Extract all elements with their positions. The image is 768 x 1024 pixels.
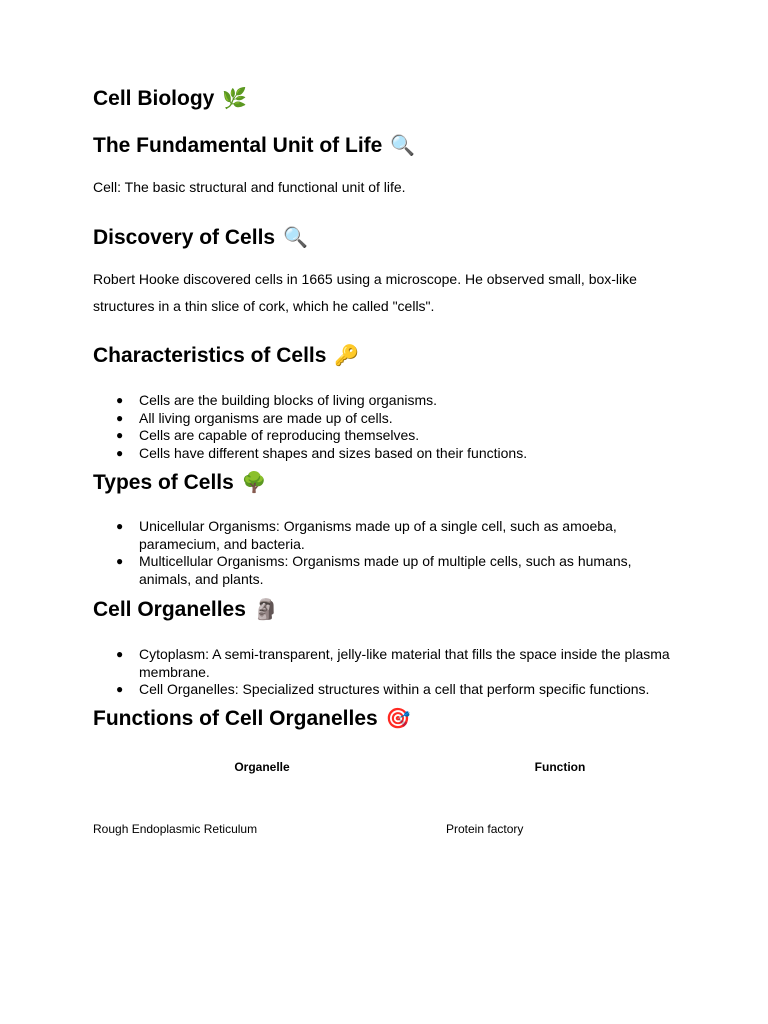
types-list: [93, 518, 673, 588]
bullet-icon: ●: [116, 682, 124, 696]
heading-functions-text: Functions of Cell Organelles: [93, 707, 378, 730]
magnifier-icon: 🔍: [282, 227, 308, 249]
list-item: ● Cytoplasm: A semi-transparent, jelly-like material that fills the space inside the plasma membrane.: [116, 646, 670, 680]
list-item: ● Cells have different shapes and sizes based on their functions.: [116, 444, 528, 461]
heading-fundamental-unit: [93, 133, 415, 159]
herb-icon: 🌿: [222, 88, 248, 110]
tree-icon: 🌳: [241, 472, 267, 494]
bullet-icon: ●: [116, 519, 124, 533]
table-header-organelle: Organelle: [234, 760, 290, 774]
heading-characteristics-text: Characteristics of Cells: [93, 344, 327, 367]
bullet-icon: ●: [116, 647, 124, 661]
heading-organelles: [93, 597, 279, 623]
bullet-icon: ●: [116, 410, 124, 425]
target-icon: 🎯: [385, 708, 411, 730]
heading-discovery-text: Discovery of Cells: [93, 226, 276, 249]
heading-types-text: Types of Cells: [93, 471, 234, 494]
key-icon: 🔑: [334, 345, 360, 367]
bullet-icon: ●: [116, 428, 124, 442]
heading-discovery: [93, 225, 308, 251]
characteristics-list: [93, 392, 673, 462]
bullet-icon: ●: [116, 445, 124, 460]
list-item: ● Multicellular Organisms: Organisms made up of multiple cells, such as humans, animals, and plants.: [116, 553, 632, 587]
page-title: [93, 86, 247, 112]
bullet-icon: ●: [116, 393, 124, 407]
heading-types: [93, 470, 267, 496]
heading-fundamental-unit-text: The Fundamental Unit of Life: [93, 134, 383, 157]
table-cell-organelle: Rough Endoplasmic Reticulum: [93, 822, 258, 836]
table-header-function: Function: [534, 760, 586, 774]
organelles-list: [93, 646, 673, 699]
magnifier-icon: 🔍: [390, 135, 416, 157]
heading-functions: [93, 706, 410, 732]
bullet-icon: ●: [116, 554, 124, 568]
fundamental-unit-definition: Cell: The basic structural and functional unit of life.: [93, 179, 406, 195]
list-item: ● All living organisms are made up of cells.: [116, 409, 393, 426]
discovery-paragraph: Robert Hooke discovered cells in 1665 using a microscope. He observed small, box-like structures in a thin slice of cork, which he called "cells".: [93, 271, 637, 314]
list-item: ● Cells are capable of reproducing themselves.: [116, 427, 420, 443]
heading-characteristics: [93, 343, 359, 369]
moai-icon: 🗿: [253, 599, 279, 621]
heading-organelles-text: Cell Organelles: [93, 598, 246, 621]
list-item: ● Unicellular Organisms: Organisms made up of a single cell, such as amoeba, paramecium, and bacteria.: [116, 518, 617, 552]
list-item: ● Cell Organelles: Specialized structures within a cell that perform specific functions.: [116, 681, 650, 697]
list-item: ● Cells are the building blocks of living organisms.: [116, 392, 438, 408]
document-page: [93, 0, 673, 1024]
table-cell-function: Protein factory: [446, 822, 524, 836]
page-title-text: Cell Biology: [93, 87, 215, 110]
